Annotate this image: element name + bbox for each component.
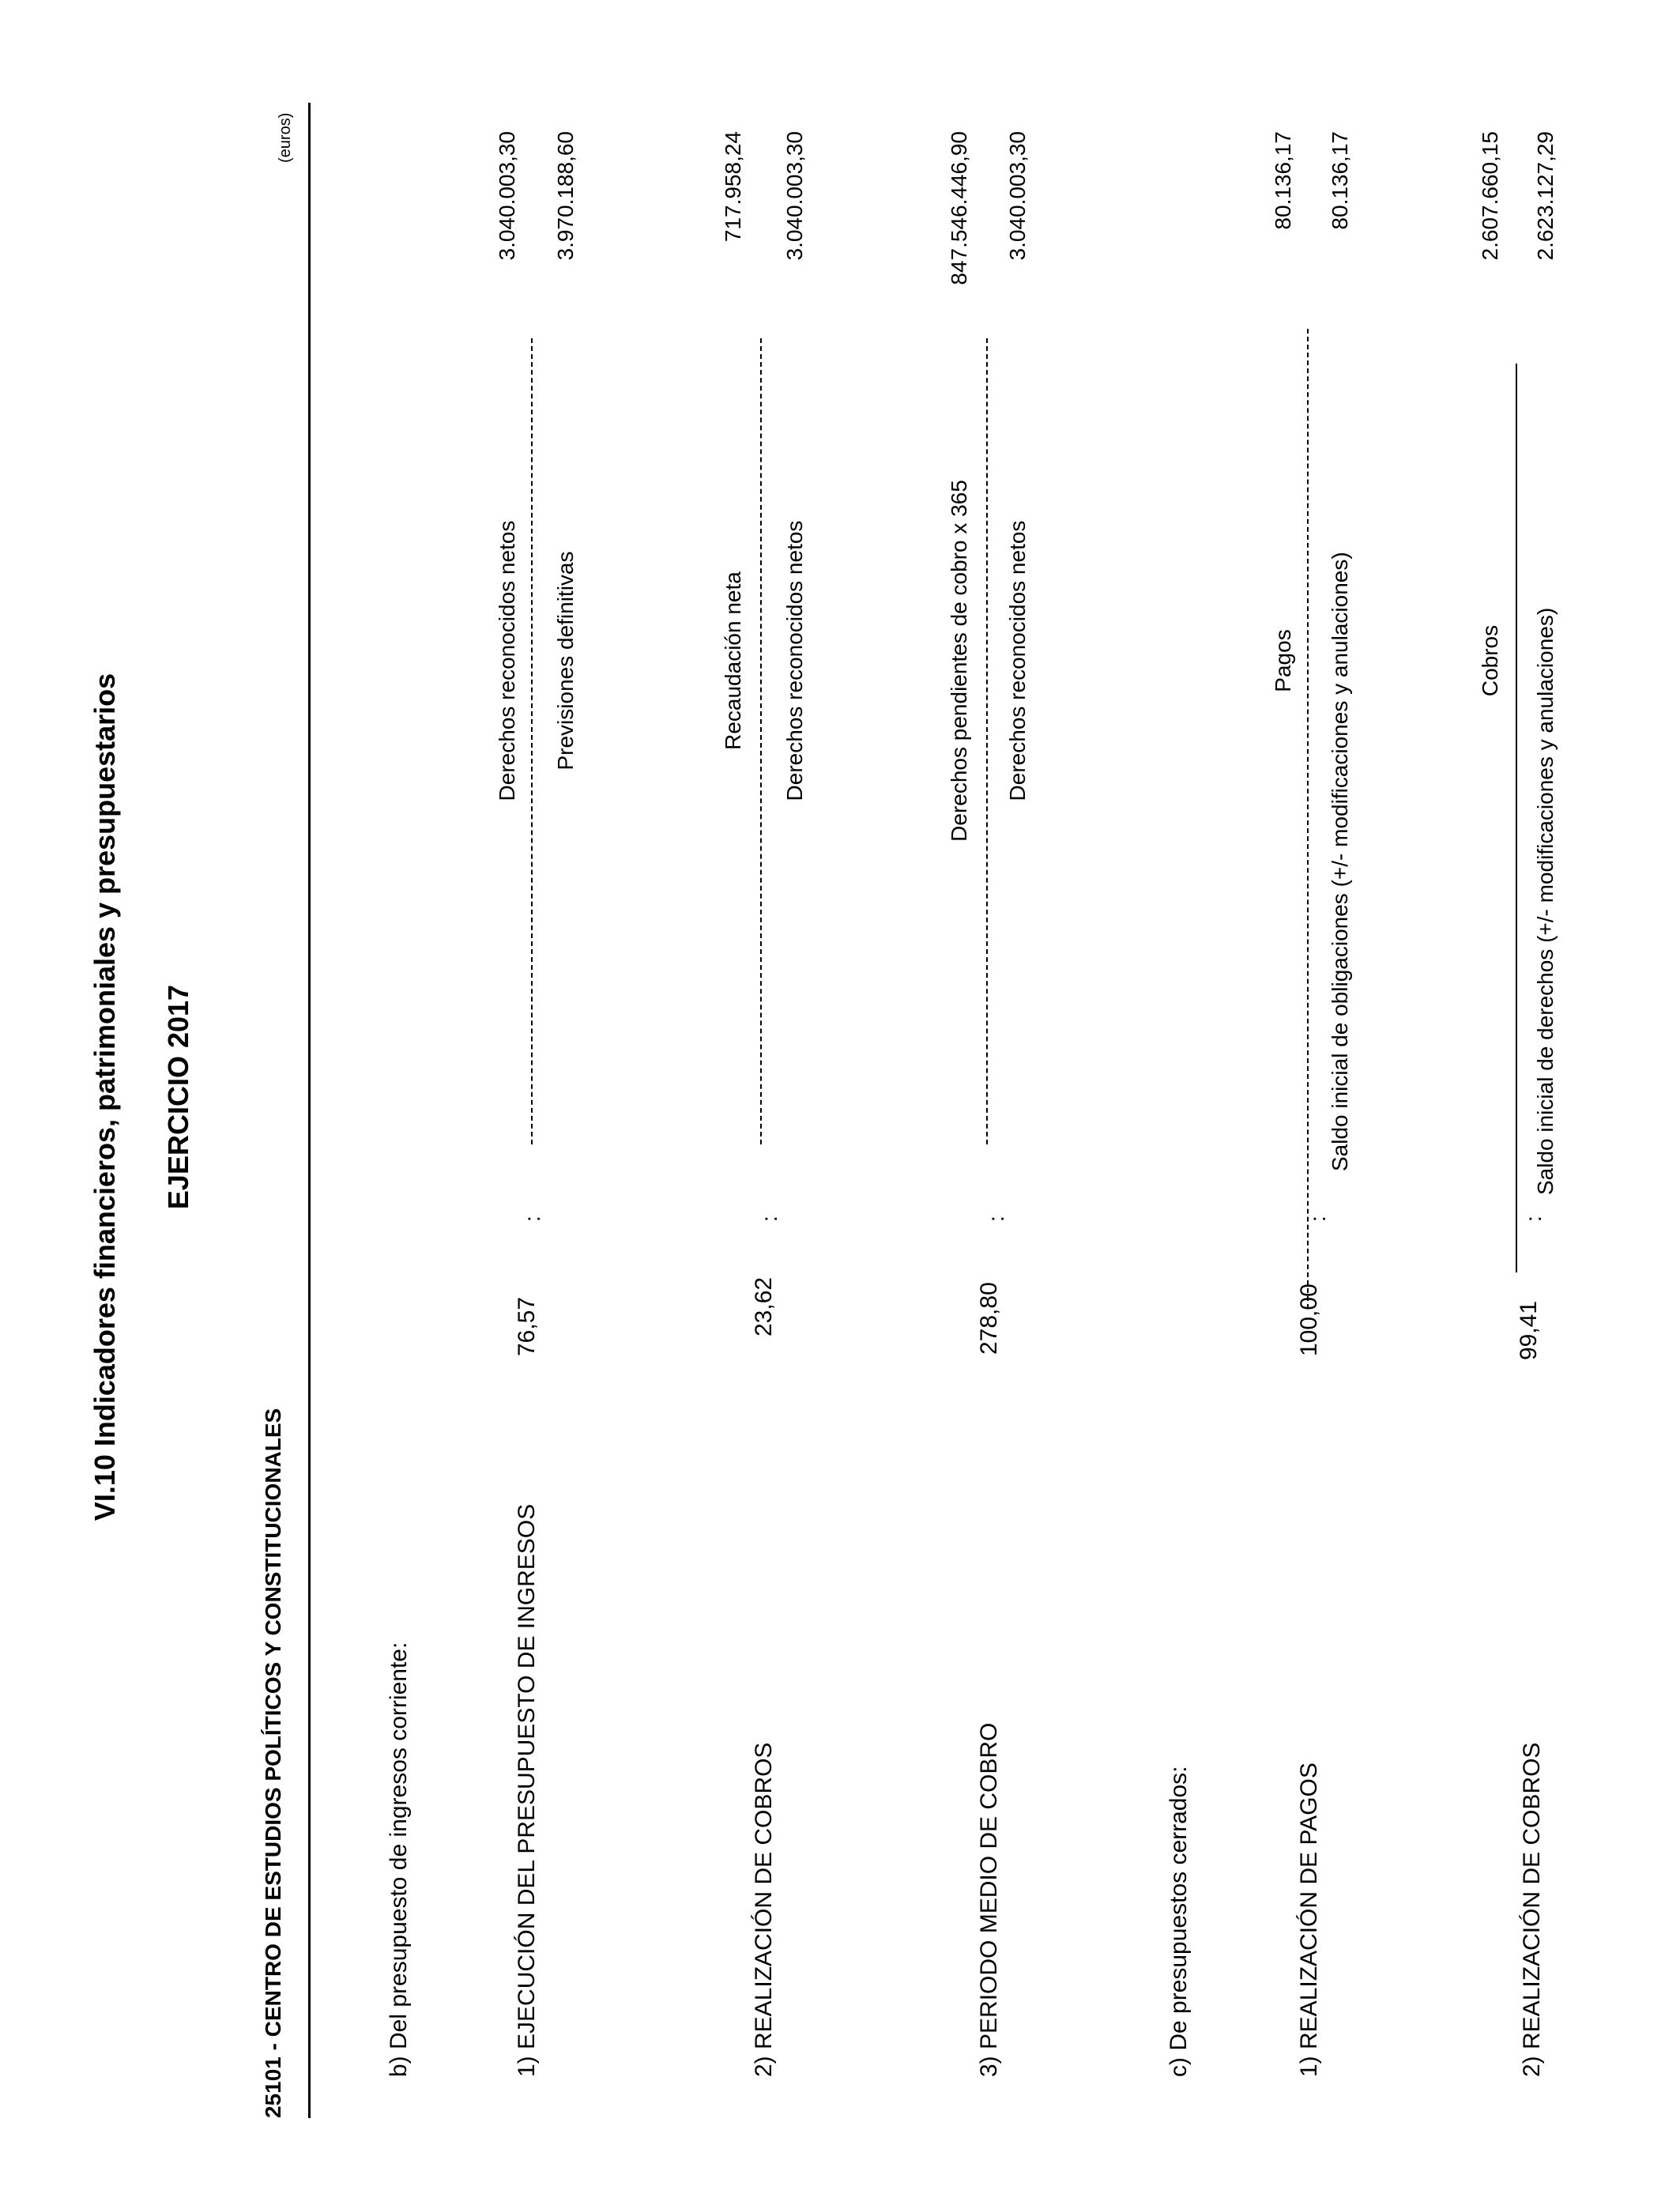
separator: : [984, 1216, 1008, 1222]
fraction-line [760, 338, 762, 1144]
separator: : [757, 1216, 782, 1222]
denominator-label: Previsiones definitivas [553, 551, 578, 771]
indicator-value: 278,80 [976, 1282, 1002, 1355]
numerator-label: Derechos pendientes de cobro x 365 [947, 480, 971, 842]
denominator-value: 80.136,17 [1328, 131, 1352, 230]
denominator-label: Derechos reconocidos netos [782, 520, 807, 801]
indicator-label: 1) EJECUCIÓN DEL PRESUPUESTO DE INGRESOS [514, 1503, 540, 2077]
units-label: (euros) [277, 112, 294, 163]
section-c-heading: c) De presupuestos cerrados: [1166, 1766, 1192, 2077]
indicator-label: 2) REALIZACIÓN DE COBROS [751, 1742, 777, 2077]
indicator-value: 99,41 [1516, 1300, 1542, 1360]
fraction-line [1516, 364, 1517, 1272]
numerator-label: Cobros [1478, 624, 1502, 697]
fraction-line [986, 338, 988, 1144]
denominator-value: 3.040.003,30 [1005, 131, 1030, 261]
numerator-label: Recaudación neta [721, 571, 745, 750]
denominator-value: 2.623.127,29 [1533, 131, 1558, 261]
separator: : [520, 1216, 544, 1222]
denominator-value: 3.040.003,30 [782, 131, 807, 261]
denominator-label: Saldo inicial de derechos (+/- modificaciones y anulaciones) [1533, 607, 1558, 1195]
indicator-label: 3) PERIODO MEDIO DE COBRO [976, 1722, 1002, 2077]
numerator-value: 80.136,17 [1271, 131, 1295, 230]
entity-name: 25101 - CENTRO DE ESTUDIOS POLÍTICOS Y CONSTITUCIONALES [261, 1408, 285, 2118]
header-rule [308, 103, 311, 2118]
numerator-value: 3.040.003,30 [495, 131, 519, 261]
denominator-label: Derechos reconocidos netos [1005, 520, 1030, 801]
numerator-value: 2.607.660,15 [1478, 131, 1502, 261]
fraction-line [531, 338, 533, 1144]
indicator-value: 76,57 [514, 1296, 540, 1356]
document-title: VI.10 Indicadores financieros, patrimoniales y presupuestarios [89, 673, 121, 1521]
indicator-value: 100,00 [1296, 1284, 1322, 1356]
indicator-label: 1) REALIZACIÓN DE PAGOS [1296, 1762, 1322, 2077]
indicator-label: 2) REALIZACIÓN DE COBROS [1519, 1742, 1545, 2077]
numerator-label: Derechos reconocidos netos [495, 520, 519, 801]
denominator-label: Saldo inicial de obligaciones (+/- modificaciones y anulaciones) [1328, 552, 1352, 1171]
denominator-value: 3.970.188,60 [553, 131, 578, 261]
numerator-value: 717.958,24 [721, 131, 745, 243]
indicator-value: 23,62 [751, 1276, 777, 1336]
numerator-value: 847.546.446,90 [947, 131, 971, 285]
separator: : [1521, 1216, 1546, 1222]
fraction-line [1307, 329, 1309, 1309]
section-b-heading: b) Del presupuesto de ingresos corriente: [386, 1642, 412, 2077]
separator: : [1305, 1216, 1330, 1222]
numerator-label: Pagos [1271, 629, 1295, 692]
exercise-year: EJERCICIO 2017 [162, 984, 194, 1210]
